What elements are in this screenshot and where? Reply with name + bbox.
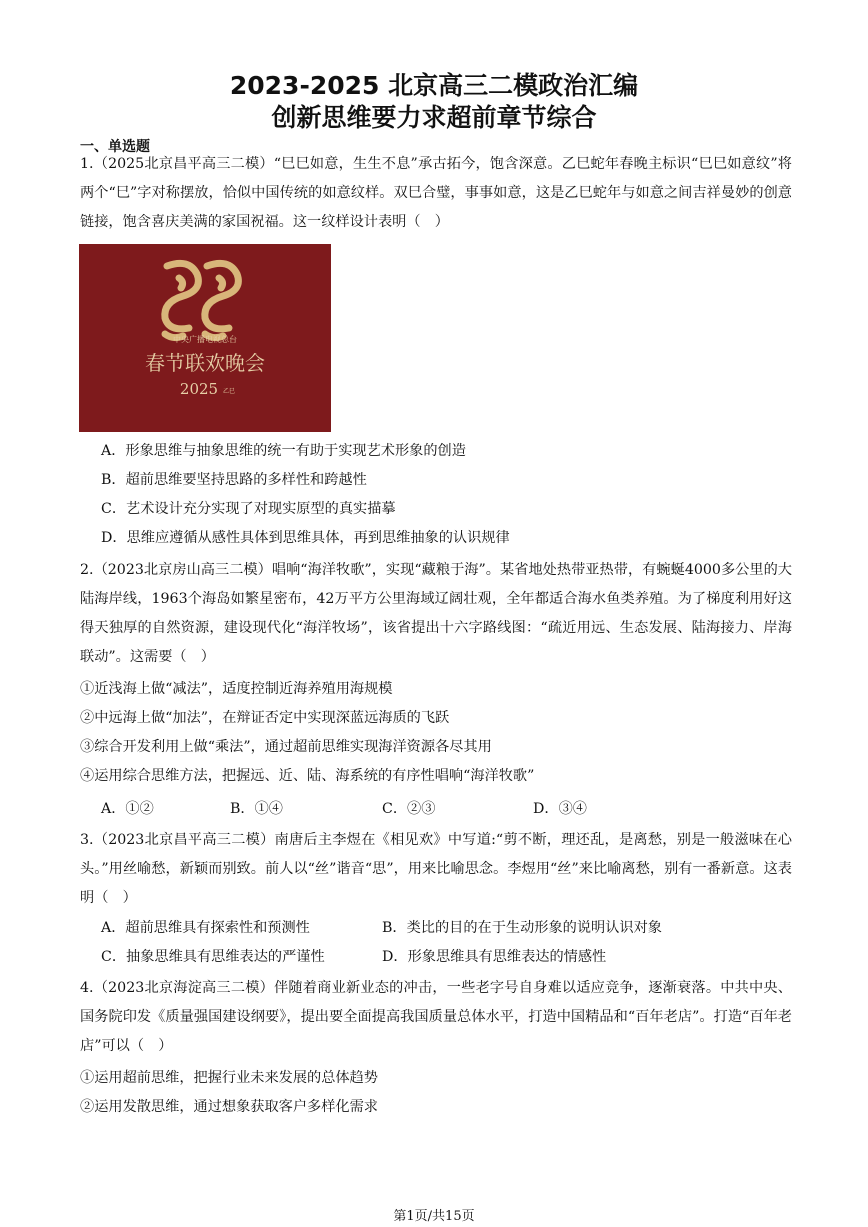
q2-item-1: ①近浅海上做“减法”，适度控制近海养殖用海规模 (80, 681, 393, 697)
logo-sub-text: 乙巳 (222, 388, 236, 395)
q3-option-a: A．超前思维具有探索性和预测性 (101, 920, 310, 936)
q3-option-b: B．类比的目的在于生动形象的说明认识对象 (382, 920, 662, 936)
q4-item-1: ①运用超前思维，把握行业未来发展的总体趋势 (80, 1070, 378, 1086)
section-heading: 一、单选题 (80, 139, 150, 155)
q1-option-a: A．形象思维与抽象思维的统一有助于实现艺术形象的创造 (101, 443, 466, 459)
question-2-stem: 2.（2023北京房山高三二模）唱响“海洋牧歌”，实现“藏粮于海”。某省地处热带亚热带，有蜿蜒4000多公里的大陆海岸线，1963个海岛如繁星密布，42万平方公里海域辽阔壮观，全年都适合海水鱼类养殖。为了梯度利用好这得天独厚的自然资源，建设现代化“海洋牧场”，该省提出十六字路线图：“疏近用远、生态发展、陆海接力、岸海联动”。这需要（ ） (80, 562, 792, 665)
q2-option-b: B．①④ (230, 801, 283, 817)
logo-small-text: 中央广播电视总台 (173, 335, 237, 344)
q3-option-c: C．抽象思维具有思维表达的严谨性 (101, 949, 325, 965)
question-1-stem: 1.（2025北京昌平高三二模）“巳巳如意，生生不息”承古拓今，饱含深意。乙巳蛇年春晚主标识“巳巳如意纹”将两个“巳”字对称摆放，恰似中国传统的如意纹样。双巳合璧，事事如意，这是乙巳蛇年与如意之间吉祥曼妙的创意链接，饱含喜庆美满的家国祝福。这一纹样设计表明（ ） (80, 156, 792, 230)
logo-year-text: 2025 (179, 380, 219, 398)
q2-option-c: C．②③ (382, 801, 436, 817)
q3-option-d: D．形象思维具有思维表达的情感性 (382, 949, 607, 965)
doc-title-line2: 创新思维要力求超前章节综合 (271, 103, 597, 132)
q1-option-b: B．超前思维要坚持思路的多样性和跨越性 (101, 472, 367, 488)
logo-main-text: 春节联欢晚会 (145, 351, 265, 375)
q2-option-a: A．①② (101, 801, 154, 817)
q2-option-d: D．③④ (533, 801, 587, 817)
page-number-footer: 第1页/共15页 (393, 1209, 475, 1224)
q2-item-4: ④运用综合思维方法，把握远、近、陆、海系统的有序性唱响“海洋牧歌” (80, 768, 535, 784)
question-3-stem: 3.（2023北京昌平高三二模）南唐后主李煜在《相见欢》中写道:“剪不断，理还乱，是离愁，别是一般滋味在心头。”用丝喻愁，新颖而别致。前人以“丝”谐音“思”，用来比喻思念。李煜用“丝”来比喻离愁，别有一番新意。这表明（ ） (80, 832, 792, 906)
doc-title-line1: 2023-2025 北京高三二模政治汇编 (229, 71, 639, 100)
q2-item-3: ③综合开发利用上做“乘法”，通过超前思维实现海洋资源各尽其用 (80, 739, 492, 755)
q2-item-2: ②中远海上做“加法”，在辩证否定中实现深蓝远海质的飞跃 (80, 710, 450, 726)
ruyi-pattern-icon (79, 244, 331, 432)
q4-item-2: ②运用发散思维，通过想象获取客户多样化需求 (80, 1099, 378, 1115)
q1-option-c: C．艺术设计充分实现了对现实原型的真实描摹 (101, 501, 396, 517)
spring-gala-logo-image (79, 244, 331, 432)
question-4-stem: 4.（2023北京海淀高三二模）伴随着商业新业态的冲击，一些老字号自身难以适应竞争，逐渐衰落。中共中央、国务院印发《质量强国建设纲要》，提出要全面提高我国质量总体水平，打造中国精品和“百年老店”。打造“百年老店”可以（ ） (80, 980, 792, 1054)
q1-option-d: D．思维应遵循从感性具体到思维具体，再到思维抽象的认识规律 (101, 530, 510, 546)
